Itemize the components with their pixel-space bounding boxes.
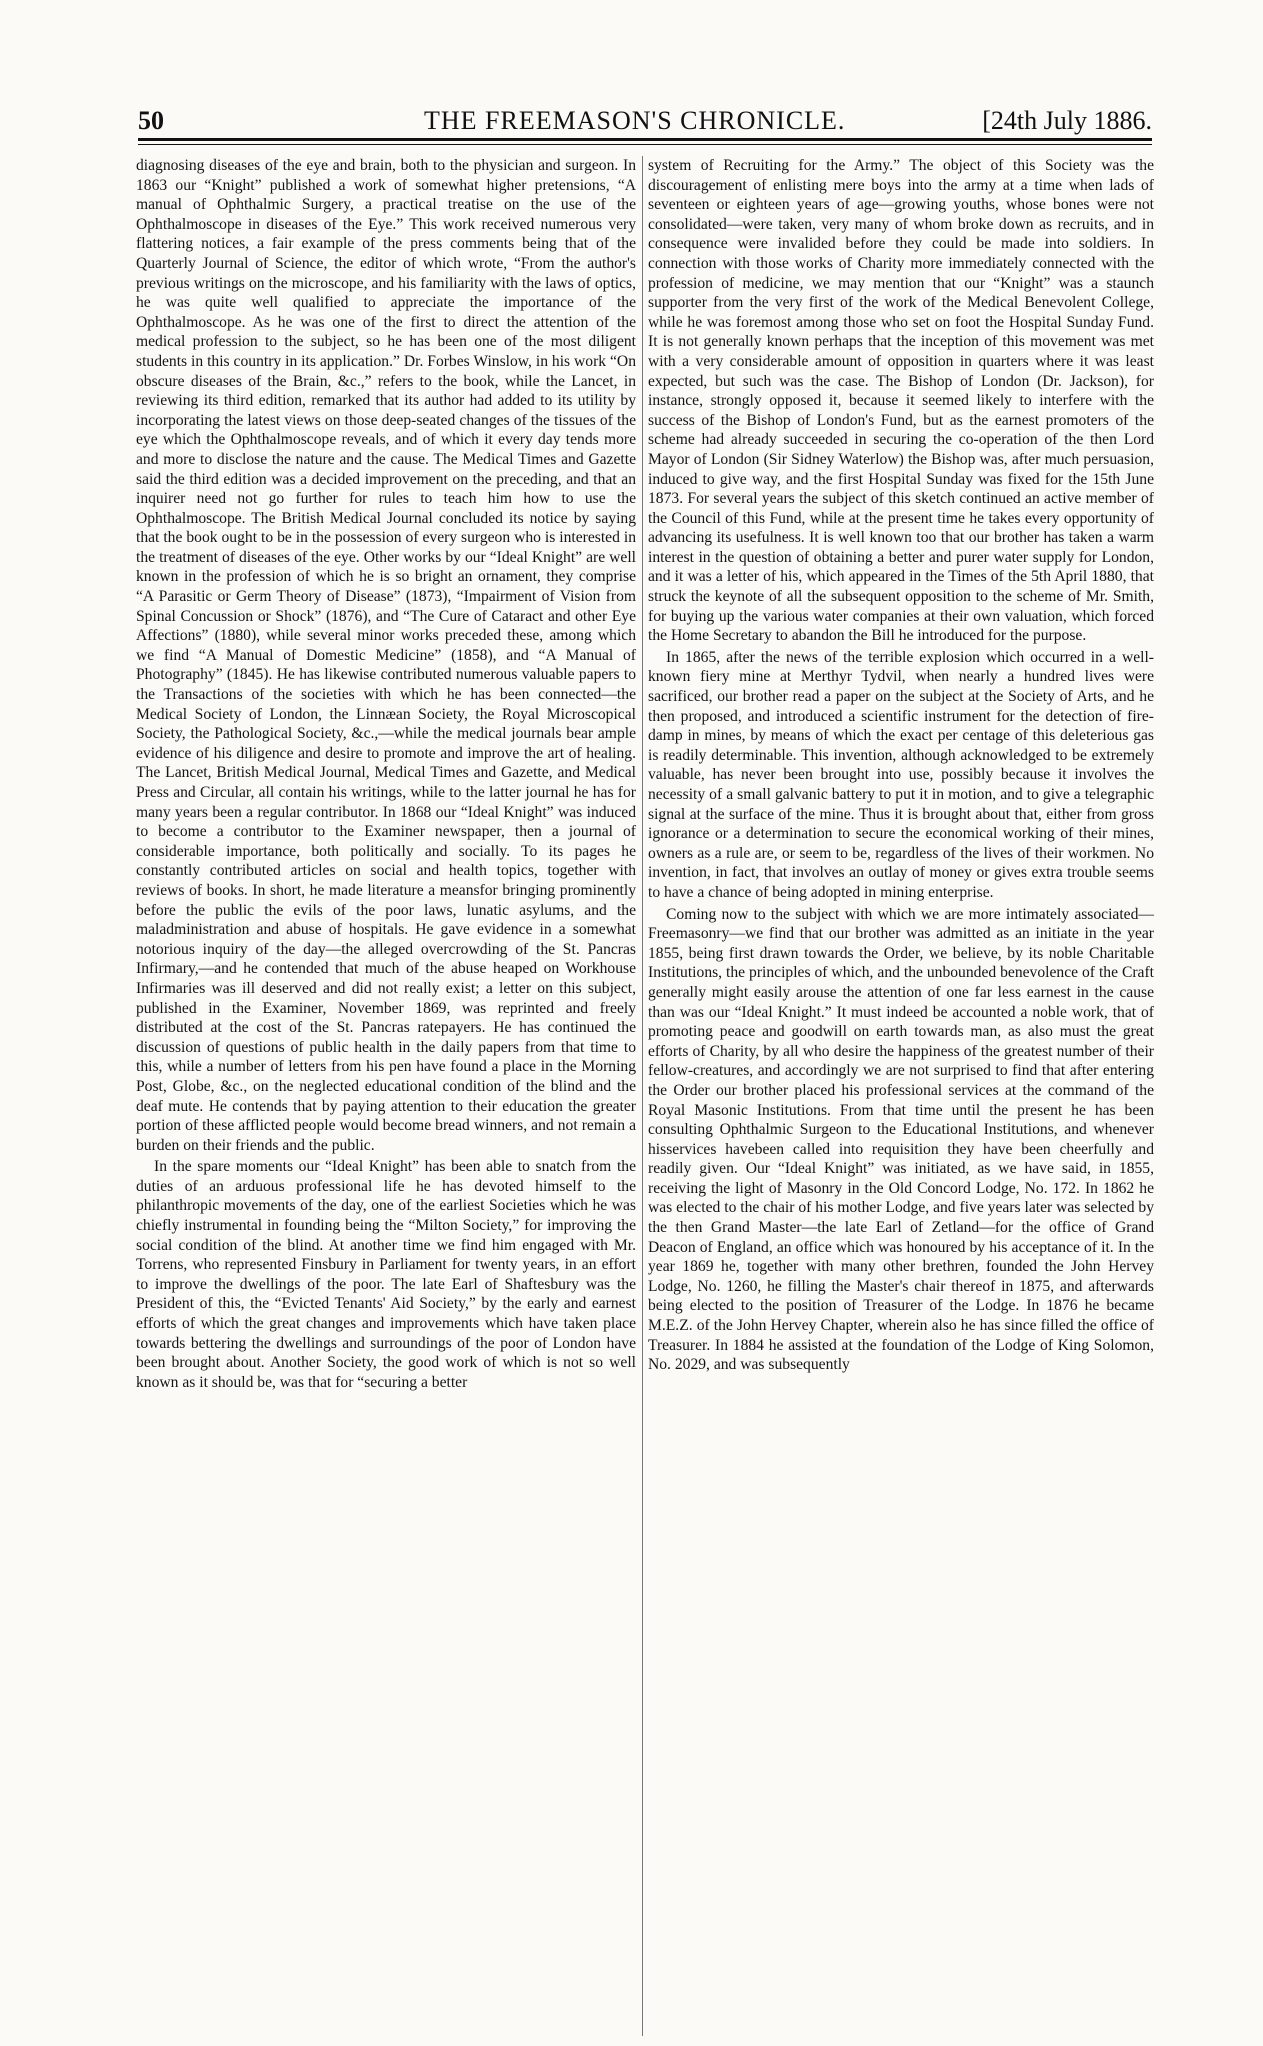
paragraph: Coming now to the subject with which we are more intimately associated—Freemasonry—we find that our brother was admitted as an initiate in the year 1855, being first drawn towards the Order, we believe, by its noble Charitable Institutions, the principles of which, and the unbounded benevolence of the Craft generally might easily arouse the attention of one far less earnest in the cause than was our “Ideal Knight.” It must indeed be accounted a noble work, that of promoting peace and goodwill on earth towards man, as also must the great efforts of Charity, by all who desire the happiness of the greatest number of their fellow-creatures, and accordingly we are not surprised to find that after entering the Order our brother placed his professional services at the command of the Royal Masonic Institutions. From that time until the present he has been consulting Ophthalmic Surgeon to the Educational Institutions, and whenever hisservices havebeen called into requisition they have been cheerfully and readily given. Our “Ideal Knight” was initiated, as we have said, in 1855, receiving the light of Masonry in the Old Concord Lodge, No. 172. In 1862 he was elected to the chair of his mother Lodge, and five years later was selected by the then Grand Master—the late Earl of Zetland—for the office of Grand Deacon of England, an office which was honoured by his acceptance of it. In the year 1869 he, together with many other brethren, founded the John Hervey Lodge, No. 1260, he filling the Master's chair thereof in 1875, and afterwards being elected to the position of Treasurer of the Lodge. In 1876 he became M.E.Z. of the John Hervey Chapter, wherein also he has since filled the office of Treasurer. In 1884 he assisted at the foundation of the Lodge of King Solomon, No. 2029, and was subsequently [648,905,1154,1374]
paragraph: In 1865, after the news of the terrible explosion which occurred in a well-known fiery mine at Merthyr Tydvil, when nearly a hundred lives were sacrificed, our brother read a paper on the subject at the Society of Arts, and he then proposed, and introduced a scientific instrument for the detection of fire-damp in mines, by means of which the exact per centage of this deleterious gas is readily determinable. This invention, although acknowledged to be extremely valuable, has never been brought into use, possibly because it involves the necessity of a small galvanic battery to put it in motion, and to give a telegraphic signal at the surface of the mine. Thus it is brought about that, either from gross ignorance or a determination to secure the economical working of their mines, owners as a rule are, or seem to be, regardless of the lives of their workmen. No invention, in fact, that involves an outlay of money or gives extra trouble seems to have a chance of being adopted in mining enterprise. [648,648,1154,901]
paragraph: In the spare moments our “Ideal Knight” has been able to snatch from the duties of an arduous professional life he has devoted himself to the philanthropic movements of the day, one of the earliest Societies which he was chiefly instrumental in founding being the “Milton Society,” for improving the social condition of the blind. At another time we find him engaged with Mr. Torrens, who represented Finsbury in Parliament for twenty years, in an effort to improve the dwellings of the poor. The late Earl of Shaftesbury was the President of this, the “Evicted Tenants' Aid Society,” by the early and earnest efforts of which the great changes and improvements which have taken place towards bettering the dwellings and surroundings of the poor of London have been brought about. Another Society, the good work of which is not so well known as it should be, was that for “securing a better [136,1158,636,1391]
page-header [138,106,1152,142]
issue-date: [24th July 1886. [982,106,1152,135]
left-column [136,156,636,1394]
publication-title: THE FREEMASON'S CHRONICLE. [424,106,846,135]
page-number: 50 [138,106,164,135]
right-column [648,156,1154,1377]
header-rule-thin [138,144,1152,145]
paragraph: diagnosing diseases of the eye and brain, both to the physician and surgeon. In 1863 our “Knight” published a work of somewhat higher pretensions, “A manual of Ophthalmic Surgery, a practical treatise on the use of the Ophthalmoscope in diseases of the Eye.” This work received numerous very flattering notices, a fair example of the press comments being that of the Quarterly Journal of Science, the editor of which wrote, “From the author's previous writings on the microscope, and his familiarity with the laws of optics, he was quite well qualified to appreciate the importance of the Ophthalmoscope. As he was one of the first to direct the attention of the medical profession to the subject, so he has been one of the most diligent students in this country in its application.” Dr. Forbes Winslow, in his work “On obscure diseases of the Brain, &c.,” refers to the book, while the Lancet, in reviewing its third edition, remarked that its author had added to its utility by incorporating the latest views on those deep-seated changes of the tissues of the eye which the Ophthalmoscope reveals, and of which it every day tends more and more to disclose the nature and the cause. The Medical Times and Gazette said the third edition was a decided improvement on the preceding, and that an inquirer need not go further for rules to teach him how to use the Ophthalmoscope. The British Medical Journal concluded its notice by saying that the book ought to be in the possession of every surgeon who is interested in the treatment of diseases of the eye. Other works by our “Ideal Knight” are well known in the profession of which he is so bright an ornament, they comprise “A Parasitic or Germ Theory of Disease” (1873), “Impairment of Vision from Spinal Concussion or Shock” (1876), and “The Cure of Cataract and other Eye Affections” (1880), while several minor works preceded these, among which we find “A Manual of Domestic Medicine” (1858), and “A Manual of Photography” (1845). He has likewise contributed numerous valuable papers to the Transactions of the societies with which he has been connected—the Medical Society of London, the Linnæan Society, the Royal Microscopical Society, the Pathological Society, &c.,—while the medical journals bear ample evidence of his diligence and desire to promote and improve the art of healing. The Lancet, British Medical Journal, Medical Times and Gazette, and Medical Press and Circular, all contain his writings, while to the latter journal he has for many years been a regular contributor. In 1868 our “Ideal Knight” was induced to become a contributor to the Examiner newspaper, then a journal of considerable importance, both politically and socially. To its pages he constantly contributed articles on social and health topics, together with reviews of books. In short, he made literature a meansfor bringing prominently before the public the evils of the poor laws, lunatic asylums, and the maladministration and abuse of hospitals. He gave evidence in a somewhat notorious inquiry of the day—the alleged overcrowding of the St. Pancras Infirmary,—and he contended that much of the abuse heaped on Workhouse Infirmaries was ill deserved and did not really exist; a letter on this subject, published in the Examiner, November 1869, was reprinted and freely distributed at the cost of the St. Pancras ratepayers. He has continued the discussion of questions of public health in the daily papers from that time to this, while a number of letters from his pen have found a place in the Morning Post, Globe, &c., on the neglected educational condition of the blind and the deaf mute. He contends that by paying attention to their education the greater portion of these afflicted people would become bread winners, and not remain a burden on their friends and the public. [136,157,636,1154]
header-rule [138,138,1152,141]
paragraph: system of Recruiting for the Army.” The object of this Society was the discouragement of enlisting mere boys into the army at a time when lads of seventeen or eighteen years of age—growing youths, whose bones were not consolidated—were taken, very many of whom broke down as recruits, and in consequence were invalided before they could be made into soldiers. In connection with those works of Charity more immediately connected with the profession of medicine, we may mention that our “Knight” was a staunch supporter from the very first of the work of the Medical Benevolent College, while he was foremost among those who set on foot the Hospital Sunday Fund. It is not generally known perhaps that the inception of this movement was met with a very considerable amount of opposition in quarters where it was least expected, but such was the case. The Bishop of London (Dr. Jackson), for instance, strongly opposed it, because it seemed likely to interfere with the success of the Bishop of London's Fund, but as the earnest promoters of the scheme had already succeeded in securing the co-operation of the then Lord Mayor of London (Sir Sidney Waterlow) the Bishop was, after much persuasion, induced to give way, and the first Hospital Sunday was fixed for the 15th June 1873. For several years the subject of this sketch continued an active member of the Council of this Fund, while at the present time he takes every opportunity of advancing its usefulness. It is well known too that our brother has taken a warm interest in the question of obtaining a better and purer water supply for London, and it was a letter of his, which appeared in the Times of the 5th April 1880, that struck the keynote of all the subsequent opposition to the scheme of Mr. Smith, for buying up the various water companies at their own valuation, which forced the Home Secretary to abandon the Bill he introduced for the purpose. [648,157,1154,645]
column-divider [642,156,643,2036]
